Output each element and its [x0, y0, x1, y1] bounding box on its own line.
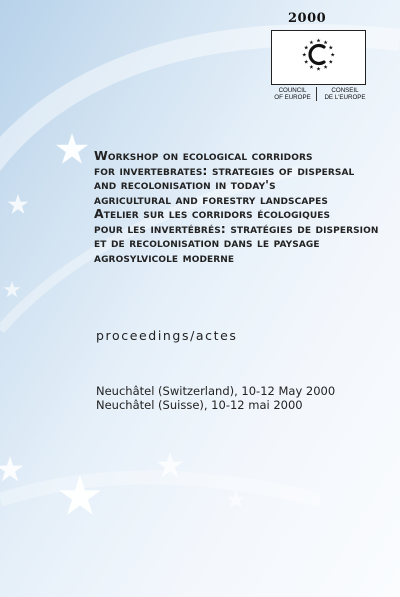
venue-english: Neuchâtel (Switzerland), 10-12 May 2000 — [96, 384, 336, 398]
title-line: agricultural and forestry landscapes — [94, 191, 328, 207]
publication-year: 2000 — [288, 11, 327, 26]
publisher-name-fr-line: CONSEIL — [331, 87, 359, 94]
star-icon — [3, 281, 20, 297]
title-line: pour les invertébrés: stratégies de dispersion — [94, 220, 379, 236]
star-icon — [56, 133, 88, 164]
title-line: for invertebrates: strategies of dispersal — [94, 162, 355, 178]
publisher-name-fr — [322, 87, 368, 101]
star-icon — [0, 456, 23, 481]
venue-french: Neuchâtel (Suisse), 10-12 mai 2000 — [96, 398, 303, 412]
council-of-europe-logo-icon — [272, 31, 365, 84]
background-arcs — [0, 35, 400, 500]
title-line: et de recolonisation dans le paysage — [94, 235, 320, 250]
title-english — [94, 149, 394, 207]
title-line: Atelier sur les corridors écologiques — [94, 206, 331, 221]
title-french — [94, 207, 394, 265]
title-line: and recolonisation in today's — [94, 177, 276, 192]
publisher-name-fr-line: DE L'EUROPE — [324, 94, 366, 102]
council-of-europe-logo — [271, 30, 366, 85]
star-icon — [8, 194, 29, 214]
title-line: agrosylvicole moderne — [94, 249, 235, 265]
document-type: proceedings/actes — [96, 328, 238, 343]
title-line: Workshop on ecological corridors — [94, 148, 313, 163]
publisher-name-en-line: OF EUROPE — [274, 94, 311, 102]
publisher-name-en — [271, 87, 317, 101]
publisher-captions — [271, 87, 368, 101]
star-icon — [226, 490, 245, 508]
publisher-name-en-line: COUNCIL — [278, 87, 307, 94]
